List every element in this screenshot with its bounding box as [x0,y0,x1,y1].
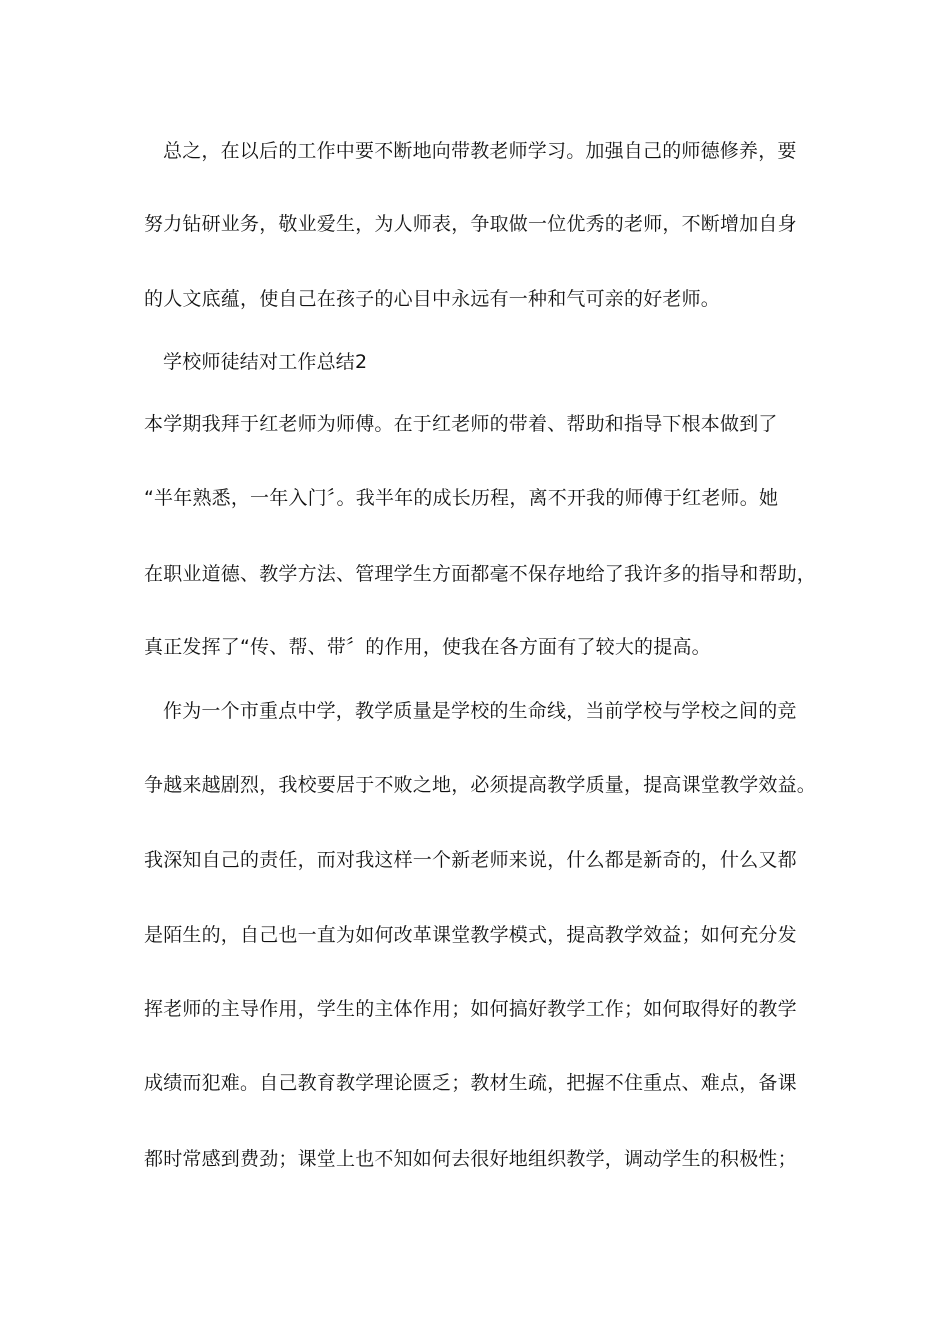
paragraph-line: 我深知自己的责任，而对我这样一个新老师来说，什么都是新奇的，什么又都 [144,849,797,871]
paragraph-line: 作为一个市重点中学，教学质量是学校的生命线，当前学校与学校之间的竞 [163,700,797,722]
paragraph-line: “半年熟悉，一年入门〞。我半年的成长历程，离不开我的师傅于红老师。她 [144,487,779,509]
paragraph-line: 本学期我拜于红老师为师傅。在于红老师的带着、帮助和指导下根本做到了 [144,413,778,435]
paragraph-line: 成绩而犯难。自己教育教学理论匮乏；教材生疏，把握不住重点、难点，备课 [144,1072,797,1094]
paragraph-line: 是陌生的，自己也一直为如何改革课堂教学模式，提高教学效益；如何充分发 [144,924,797,946]
paragraph-line: 的人文底蕴，使自己在孩子的心目中永远有一种和气可亲的好老师。 [144,288,721,310]
paragraph-line: 努力钻研业务，敬业爱生，为人师表，争取做一位优秀的老师，不断增加自身 [144,213,797,235]
paragraph-line: 争越来越剧烈，我校要居于不败之地，必须提高教学质量，提高课堂教学效益。 [144,774,817,796]
paragraph-line: 总之，在以后的工作中要不断地向带教老师学习。加强自己的师德修养，要 [163,140,797,162]
paragraph-line: 真正发挥了“传、帮、带〞的作用，使我在各方面有了较大的提高。 [144,636,711,658]
paragraph-line: 挥老师的主导作用，学生的主体作用；如何搞好教学工作；如何取得好的教学 [144,998,797,1020]
section-heading: 学校师徒结对工作总结2 [163,351,368,373]
paragraph-line: 都时常感到费劲；课堂上也不知如何去很好地组织教学，调动学生的积极性； [144,1148,797,1170]
paragraph-line: 在职业道德、教学方法、管理学生方面都毫不保存地给了我许多的指导和帮助， [144,563,817,585]
